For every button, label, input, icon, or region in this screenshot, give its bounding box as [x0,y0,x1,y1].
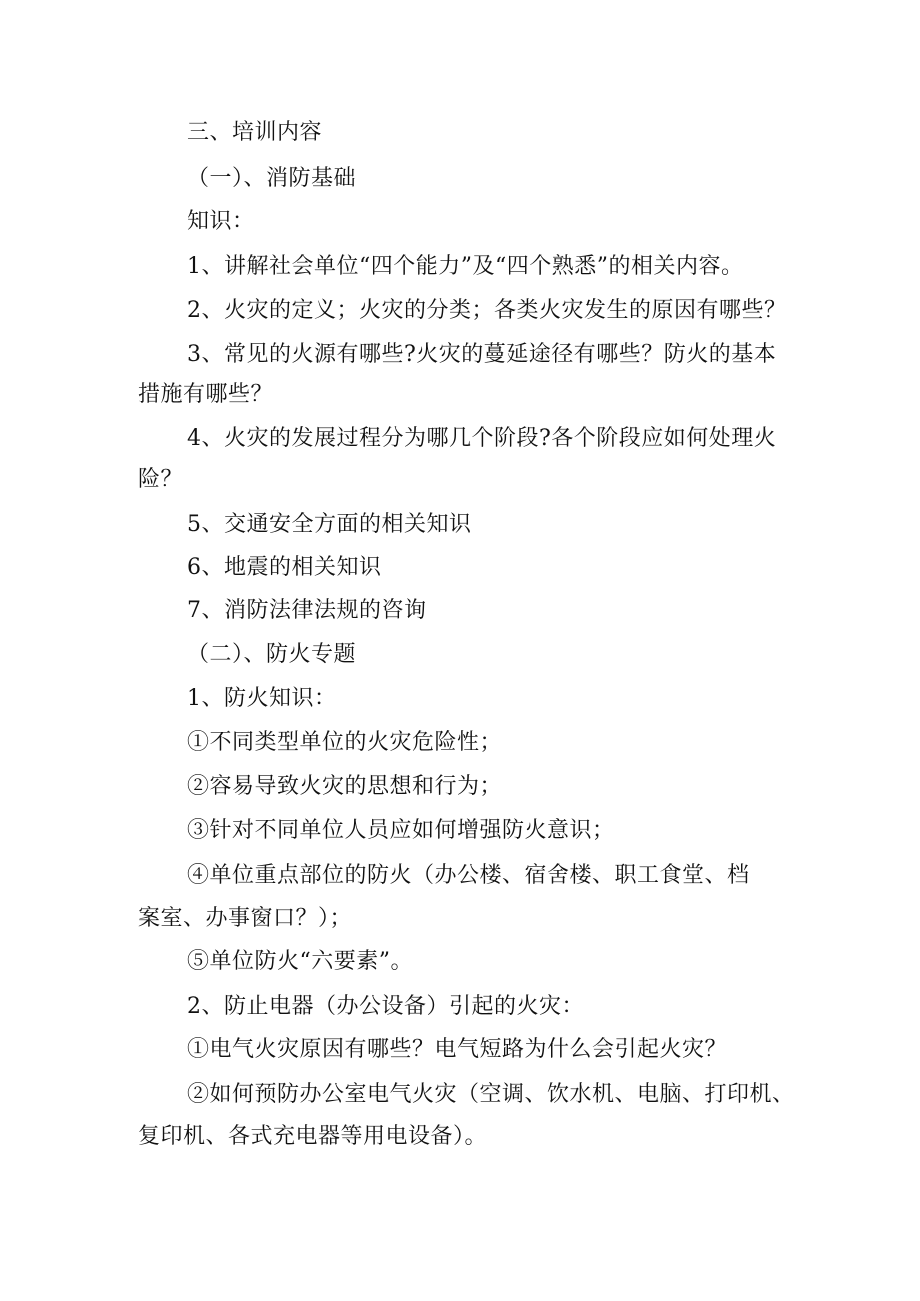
list-item-7: 7、消防法律法规的咨询 [187,598,427,623]
list-item-4-line2: 险？ [138,467,184,492]
fire-topic-1-d-line2: 案室、办事窗口？）； [138,906,353,931]
fire-topic-1-e: ⑤单位防火“六要素”。 [187,949,413,974]
list-item-1: 1、讲解社会单位“四个能力”及“四个熟悉”的相关内容。 [187,254,744,279]
list-item-4-line1: 4、火灾的发展过程分为哪几个阶段?各个阶段应如何处理火 [187,426,777,451]
subsection-intro: 知识： [187,209,255,234]
fire-topic-1-c: ③针对不同单位人员应如何增强防火意识； [187,818,615,843]
fire-topic-2-b-line1: ②如何预防办公室电气火灾（空调、饮水机、电脑、打印机、 [187,1082,795,1107]
fire-topic-1-a: ①不同类型单位的火灾危险性； [187,730,503,755]
subsection-title-2: （二）、防火专题 [187,642,357,667]
fire-topic-2-title: 2、防止电器（办公设备）引起的火灾： [187,994,584,1019]
list-item-6: 6、地震的相关知识 [187,555,382,580]
fire-topic-2-a: ①电气火灾原因有哪些？电气短路为什么会引起火灾？ [187,1037,728,1062]
list-item-2: 2、火灾的定义；火灾的分类；各类火灾发生的原因有哪些？ [187,298,787,323]
fire-topic-1-d-line1: ④单位重点部位的防火（办公楼、宿舍楼、职工食堂、档 [187,863,750,888]
fire-topic-2-b-line2: 复印机、各式充电器等用电设备）。 [138,1124,488,1149]
list-item-5: 5、交通安全方面的相关知识 [187,512,472,537]
section-heading: 三、培训内容 [187,120,323,145]
subsection-title-1: （一）、消防基础 [187,166,357,191]
fire-topic-1-title: 1、防火知识： [187,686,337,711]
fire-topic-1-b: ②容易导致火灾的思想和行为； [187,774,503,799]
list-item-3-line2: 措施有哪些？ [138,382,274,407]
list-item-3-line1: 3、常见的火源有哪些?火灾的蔓延途径有哪些？防火的基本 [187,342,777,367]
